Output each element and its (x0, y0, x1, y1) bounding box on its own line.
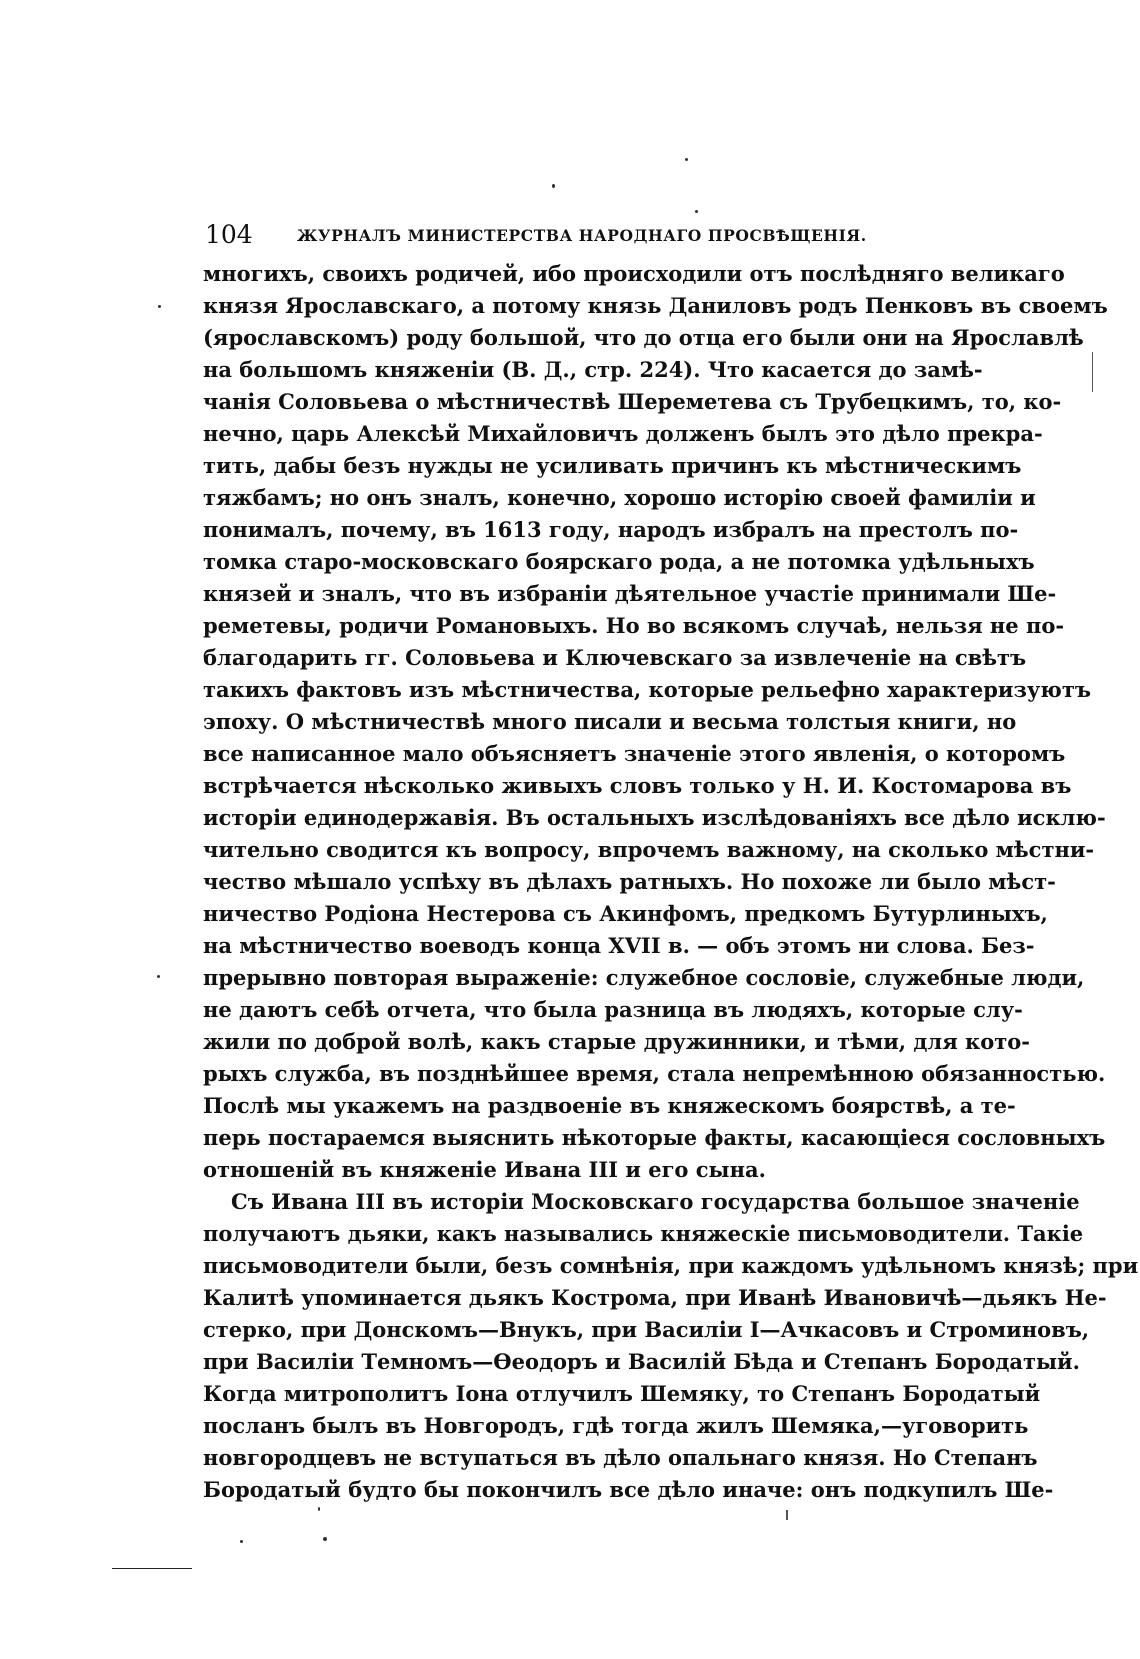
text-line: прерывно повторая выраженіе: служебное сословіе, служебные люди, (203, 965, 1085, 990)
scan-speck (323, 1537, 327, 1541)
text-line: реметевы, родичи Романовыхъ. Но во всякомъ случаѣ, нельзя не по- (203, 613, 1065, 638)
text-line: жили по доброй волѣ, какъ старые дружинники, и тѣми, для кото- (203, 1029, 1030, 1054)
text-line: Бородатый будто бы покончилъ все дѣло иначе: онъ подкупилъ Ше- (203, 1477, 1054, 1502)
page-number: 104 (205, 220, 253, 249)
text-line: посланъ былъ въ Новгородъ, гдѣ тогда жилъ Шемяка,—уговорить (203, 1413, 1029, 1438)
text-line: чество мѣшало успѣху въ дѣлахъ ратныхъ. Но похоже ли было мѣст- (203, 869, 1056, 894)
text-line: понималъ, почему, въ 1613 году, народъ избралъ на престолъ по- (203, 517, 1019, 542)
text-line: получаютъ дьяки, какъ назывались княжескіе письмоводители. Такіе (203, 1221, 1084, 1246)
text-line: отношеній въ княженіе Ивана III и его сына. (203, 1157, 766, 1182)
text-line: тяжбамъ; но онъ зналъ, конечно, хорошо исторію своей фамиліи и (203, 485, 1036, 510)
text-line: такихъ фактовъ изъ мѣстничества, которые рельефно характеризуютъ (203, 677, 1091, 702)
scan-speck (240, 1540, 243, 1543)
text-line: благодарить гг. Соловьева и Ключевскаго за извлеченіе на свѣтъ (203, 645, 1027, 670)
text-line: встрѣчается нѣсколько живыхъ словъ только у Н. И. Костомарова въ (203, 773, 1072, 798)
scan-speck (157, 975, 160, 978)
scan-mark (786, 1510, 788, 1520)
scan-speck (158, 305, 161, 308)
text-line: стерко, при Донскомъ—Внукъ, при Василіи I—Ачкасовъ и Строминовъ, (203, 1317, 1090, 1342)
text-line: многихъ, своихъ родичей, ибо происходили отъ послѣдняго великаго (203, 261, 1065, 286)
text-line: Послѣ мы укажемъ на раздвоеніе въ княжескомъ боярствѣ, а те- (203, 1093, 1016, 1118)
text-line: чительно сводится къ вопросу, впрочемъ важному, на сколько мѣстни- (203, 837, 1095, 862)
scan-speck (318, 1507, 320, 1511)
text-line: рыхъ служба, въ позднѣйшее время, стала непремѣнною обязанностью. (203, 1061, 1106, 1086)
text-line: нечно, царь Алексѣй Михайловичъ долженъ былъ это дѣло прекра- (203, 421, 1043, 446)
text-line: исторіи единодержавія. Въ остальныхъ изслѣдованіяхъ все дѣло исклю- (203, 805, 1106, 830)
scan-speck (552, 184, 555, 188)
text-line: на мѣстничество воеводъ конца XVII в. — объ этомъ ни слова. Без- (203, 933, 1035, 958)
scan-speck (685, 158, 688, 161)
text-line: новгородцевъ не вступаться въ дѣло опальнаго князя. Но Степанъ (203, 1445, 1038, 1470)
text-line: при Василіи Темномъ—Ѳеодоръ и Василій Бѣда и Степанъ Бородатый. (203, 1349, 1080, 1374)
text-line: ничество Родіона Нестерова съ Акинфомъ, предкомъ Бутурлиныхъ, (203, 901, 1048, 926)
text-line: (ярославскомъ) роду большой, что до отца его были они на Ярославлѣ (203, 325, 1084, 350)
text-line: письмоводители были, безъ сомнѣнія, при каждомъ удѣльномъ князѣ; при (203, 1253, 1139, 1278)
text-line: на большомъ княженіи (В. Д., стр. 224). Что касается до замѣ- (203, 357, 983, 382)
text-line: томка старо-московскаго боярскаго рода, а не потомка удѣльныхъ (203, 549, 1035, 574)
text-line: князей и зналъ, что въ избраніи дѣятельное участіе принимали Ше- (203, 581, 1057, 606)
scan-mark (1092, 352, 1093, 392)
text-line: князя Ярославскаго, а потому князь Даниловъ родъ Пенковъ въ своемъ (203, 293, 1108, 318)
running-header (205, 220, 945, 250)
text-line: Калитѣ упоминается дьякъ Кострома, при Иванѣ Ивановичѣ—дьякъ Не- (203, 1285, 1107, 1310)
scan-rule (112, 1568, 192, 1569)
text-line: не даютъ себѣ отчета, что была разница въ людяхъ, которые слу- (203, 997, 1023, 1022)
text-line: все написанное мало объясняетъ значеніе этого явленія, о которомъ (203, 741, 1066, 766)
scan-speck (695, 210, 698, 213)
text-line: тить, дабы безъ нужды не усиливать причинъ къ мѣстническимъ (203, 453, 1022, 478)
text-line: перь постараемся выяснить нѣкоторые факты, касающіеся сословныхъ (203, 1125, 1106, 1150)
text-line: эпоху. О мѣстничествѣ много писали и весьма толстыя книги, но (203, 709, 1017, 734)
text-line: Когда митрополитъ Іона отлучилъ Шемяку, то Степанъ Бородатый (203, 1381, 1041, 1406)
running-title: ЖУРНАЛЪ МИНИСТЕРСТВА НАРОДНАГО ПРОСВѢЩЕНІЯ. (297, 226, 867, 245)
text-line: Съ Ивана III въ исторіи Московскаго государства большое значеніе (231, 1189, 1080, 1214)
text-line: чанія Соловьева о мѣстничествѣ Шереметева съ Трубецкимъ, то, ко- (203, 389, 1062, 414)
